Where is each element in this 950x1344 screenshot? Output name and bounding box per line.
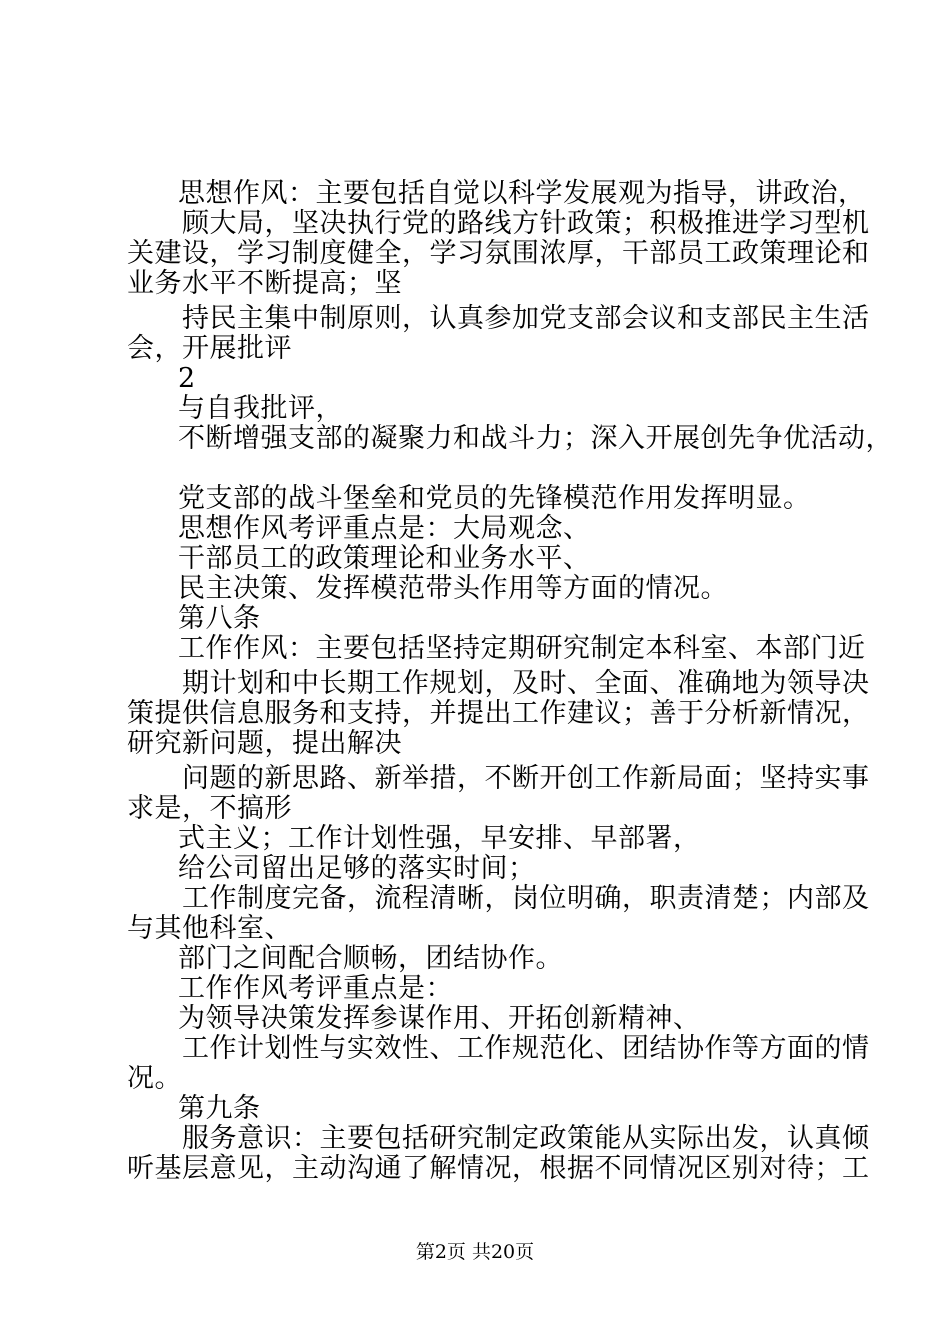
text-line: 业务水平不断提高；坚 [127, 268, 402, 299]
text-line: 式主义；工作计划性强，早安排、早部署， [178, 823, 701, 854]
article-heading: 第八条 [178, 603, 261, 634]
text-line: 服务意识：主要包括研究制定政策能从实际出发，认真倾 [182, 1123, 870, 1154]
text-line: 期计划和中长期工作规划，及时、全面、准确地为领导决 [182, 668, 870, 699]
text-line: 为领导决策发挥参谋作用、开拓创新精神、 [178, 1003, 701, 1034]
text-line: 工作制度完备，流程清晰，岗位明确，职责清楚；内部及 [182, 883, 870, 914]
text-line: 党支部的战斗堡垒和党员的先锋模范作用发挥明显。 [178, 483, 811, 514]
text-line: 给公司留出足够的落实时间； [178, 853, 536, 884]
text-line: 关建设，学习制度健全，学习氛围浓厚，干部员工政策理论和 [127, 238, 870, 269]
text-line: 听基层意见，主动沟通了解情况，根据不同情况区别对待；工 [127, 1153, 870, 1184]
text-line: 与其他科室、 [127, 913, 292, 944]
text-line: 工作作风：主要包括坚持定期研究制定本科室、本部门近 [178, 633, 866, 664]
page-footer: 第2页 共20页 [415, 1241, 535, 1263]
text-line: 与自我批评， [178, 393, 343, 424]
text-line: 会，开展批评 [127, 333, 292, 364]
text-line: 况。 [127, 1063, 182, 1094]
text-line: 顾大局，坚决执行党的路线方针政策；积极推进学习型机 [182, 208, 870, 239]
text-line: 干部员工的政策理论和业务水平、 [178, 543, 591, 574]
page-number-inline: 2 [178, 363, 196, 394]
article-heading: 第九条 [178, 1093, 261, 1124]
text-line: 民主决策、发挥模范带头作用等方面的情况。 [178, 573, 728, 604]
text-line: 部门之间配合顺畅，团结协作。 [178, 943, 563, 974]
text-line: 工作计划性与实效性、工作规范化、团结协作等方面的情 [182, 1033, 870, 1064]
text-line: 求是，不搞形 [127, 793, 292, 824]
text-line: 思想作风：主要包括自觉以科学发展观为指导，讲政治， [178, 178, 866, 209]
text-line: 问题的新思路、新举措，不断开创工作新局面；坚持实事 [182, 763, 870, 794]
text-line: 研究新问题，提出解决 [127, 728, 402, 759]
text-line: 思想作风考评重点是：大局观念、 [178, 513, 591, 544]
text-line: 不断增强支部的凝聚力和战斗力；深入开展创先争优活动， [178, 423, 893, 454]
text-line: 工作作风考评重点是： [178, 973, 453, 1004]
text-line: 持民主集中制原则，认真参加党支部会议和支部民主生活 [182, 303, 870, 334]
text-line: 策提供信息服务和支持，并提出工作建议；善于分析新情况， [127, 698, 870, 729]
